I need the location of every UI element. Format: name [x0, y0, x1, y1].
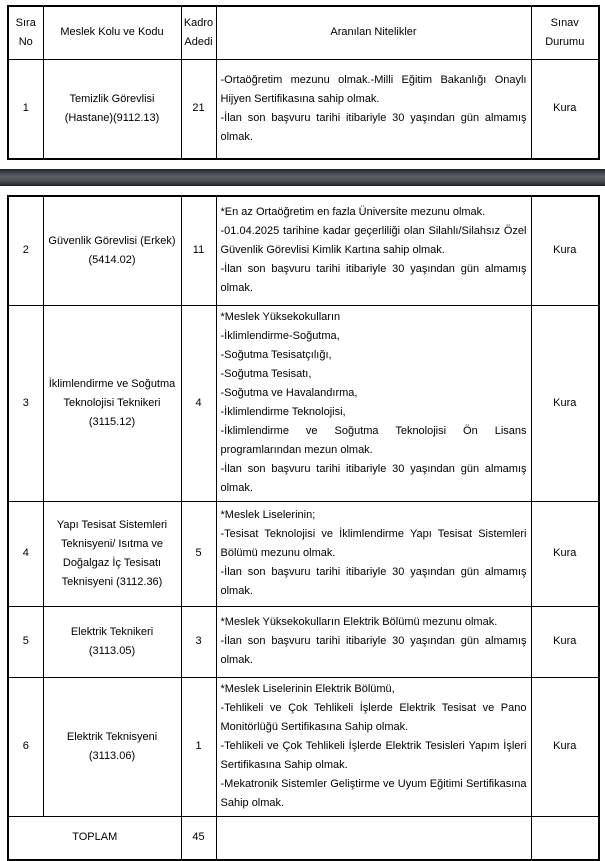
nitelik-line: -İklimlendirme Teknolojisi, [220, 406, 346, 418]
header-row [8, 6, 599, 59]
nitelikler-cell [216, 677, 531, 816]
nitelik-line: -Soğutma Tesisatçılığı, [220, 349, 332, 361]
total-row [8, 816, 599, 860]
section-divider-bar [0, 169, 605, 186]
meslek-kolu-cell: İklimlendirme ve Soğutma Teknolojisi Teknikeri (3115.12) [43, 305, 181, 501]
nitelik-line: -İlan son başvuru tarihi itibariyle 30 yaşından gün almamış olmak. [220, 635, 527, 666]
header-sinav-durumu: Sınav Durumu [531, 6, 599, 59]
nitelik-line: *Meslek Liselerinin; [220, 509, 316, 521]
kadro-adedi-cell: 5 [181, 501, 216, 606]
table-row [8, 606, 599, 677]
sinav-durumu-cell: Kura [531, 606, 599, 677]
meslek-kolu-cell: Yapı Tesisat Sistemleri Teknisyeni/ Isıtma ve Doğalgaz İç Tesisatı Teknisyeni (3112.36) [43, 501, 181, 606]
sinav-durumu-cell: Kura [531, 196, 599, 305]
nitelik-line: -Ortaöğretim mezunu olmak.-Milli Eğitim Bakanlığı Onaylı Hijyen Sertifikasına sahip olmak. [220, 73, 527, 105]
nitelik-line: -Soğutma Tesisatı, [220, 368, 312, 380]
nitelik-line: -İlan son başvuru tarihi itibariyle 30 yaşından gün almamış olmak. [220, 566, 527, 597]
total-kadro-value: 45 [181, 816, 216, 860]
nitelik-line: -İlan son başvuru tarihi itibariyle 30 yaşından gün almamış olmak. [220, 463, 527, 494]
table-row [8, 59, 599, 159]
kadro-adedi-cell: 3 [181, 606, 216, 677]
nitelik-line: *Meslek Liselerinin Elektrik Bölümü, [220, 683, 395, 695]
nitelik-line: -Tehlikeli ve Çok Tehlikeli İşlerde Elektrik Tesisleri Yapım İşleri Sertifikasına Sahip olmak. [220, 740, 527, 771]
nitelik-line: -İklimlendirme ve Soğutma Teknolojisi Ön Lisans programlarından mezun olmak. [220, 425, 527, 456]
total-label: TOPLAM [8, 816, 181, 860]
kadro-adedi-cell: 4 [181, 305, 216, 501]
nitelik-line: -Soğutma ve Havalandırma, [220, 387, 358, 399]
nitelikler-cell [216, 305, 531, 501]
table1-body [8, 59, 599, 159]
sira-no-cell: 2 [8, 196, 43, 305]
meslek-kolu-cell: Elektrik Teknikeri (3113.05) [43, 606, 181, 677]
meslek-kolu-cell: Temizlik Görevlisi (Hastane)(9112.13) [43, 59, 181, 159]
meslek-kolu-cell: Elektrik Teknisyeni (3113.06) [43, 677, 181, 816]
sira-no-cell: 6 [8, 677, 43, 816]
nitelik-line: -Tehlikeli ve Çok Tehlikeli İşlerde Elektrik Tesisat ve Pano Monitörlüğü Sertifikasına Sahip olmak. [220, 702, 527, 733]
job-positions-table-2 [7, 195, 600, 861]
table-row [8, 501, 599, 606]
total-sinav-empty-cell [531, 816, 599, 860]
table-row [8, 677, 599, 816]
table-row [8, 305, 599, 501]
nitelik-line: -İlan son başvuru tarihi itibariyle 30 yaşından gün almamış olmak. [220, 263, 527, 295]
total-nitelik-empty-cell [216, 816, 531, 860]
sinav-durumu-cell: Kura [531, 677, 599, 816]
nitelikler-cell [216, 501, 531, 606]
nitelik-line: -01.04.2025 tarihine kadar geçerliliği olan Silahlı/Silahsız Özel Güvenlik Görevlisi Kimlik Kartına sahip olmak. [220, 225, 527, 257]
kadro-adedi-cell: 1 [181, 677, 216, 816]
sira-no-cell: 5 [8, 606, 43, 677]
nitelik-line: *En az Ortaöğretim en fazla Üniversite mezunu olmak. [220, 206, 486, 219]
table2-footer [8, 816, 599, 860]
nitelik-line: *Meslek Yüksekokulların Elektrik Bölümü mezunu olmak. [220, 616, 498, 628]
sira-no-cell: 1 [8, 59, 43, 159]
header-meslek-kolu: Meslek Kolu ve Kodu [43, 6, 181, 59]
table-row [8, 196, 599, 305]
job-positions-table-1 [7, 5, 600, 160]
nitelik-line: -Tesisat Teknolojisi ve İklimlendirme Yapı Tesisat Sistemleri Bölümü mezunu olmak. [220, 528, 527, 559]
sira-no-cell: 4 [8, 501, 43, 606]
kadro-adedi-cell: 21 [181, 59, 216, 159]
nitelikler-cell [216, 606, 531, 677]
nitelikler-cell [216, 59, 531, 159]
nitelik-line: -İlan son başvuru tarihi itibariyle 30 yaşından gün almamış olmak. [220, 111, 527, 143]
header-sira-no: Sıra No [8, 6, 43, 59]
sinav-durumu-cell: Kura [531, 501, 599, 606]
header-kadro-adedi: Kadro Adedi [181, 6, 216, 59]
nitelik-line: *Meslek Yüksekokulların [220, 311, 341, 323]
nitelikler-cell [216, 196, 531, 305]
table2-body [8, 196, 599, 816]
meslek-kolu-cell: Güvenlik Görevlisi (Erkek) (5414.02) [43, 196, 181, 305]
sinav-durumu-cell: Kura [531, 305, 599, 501]
kadro-adedi-cell: 11 [181, 196, 216, 305]
nitelik-line: -İklimlendirme-Soğutma, [220, 330, 340, 342]
header-aranilan-nitelikler: Aranılan Nitelikler [216, 6, 531, 59]
nitelik-line: -Mekatronik Sistemler Geliştirme ve Uyum Eğitimi Sertifikasına Sahip olmak. [220, 778, 527, 809]
sira-no-cell: 3 [8, 305, 43, 501]
table-header [8, 6, 599, 59]
sinav-durumu-cell: Kura [531, 59, 599, 159]
